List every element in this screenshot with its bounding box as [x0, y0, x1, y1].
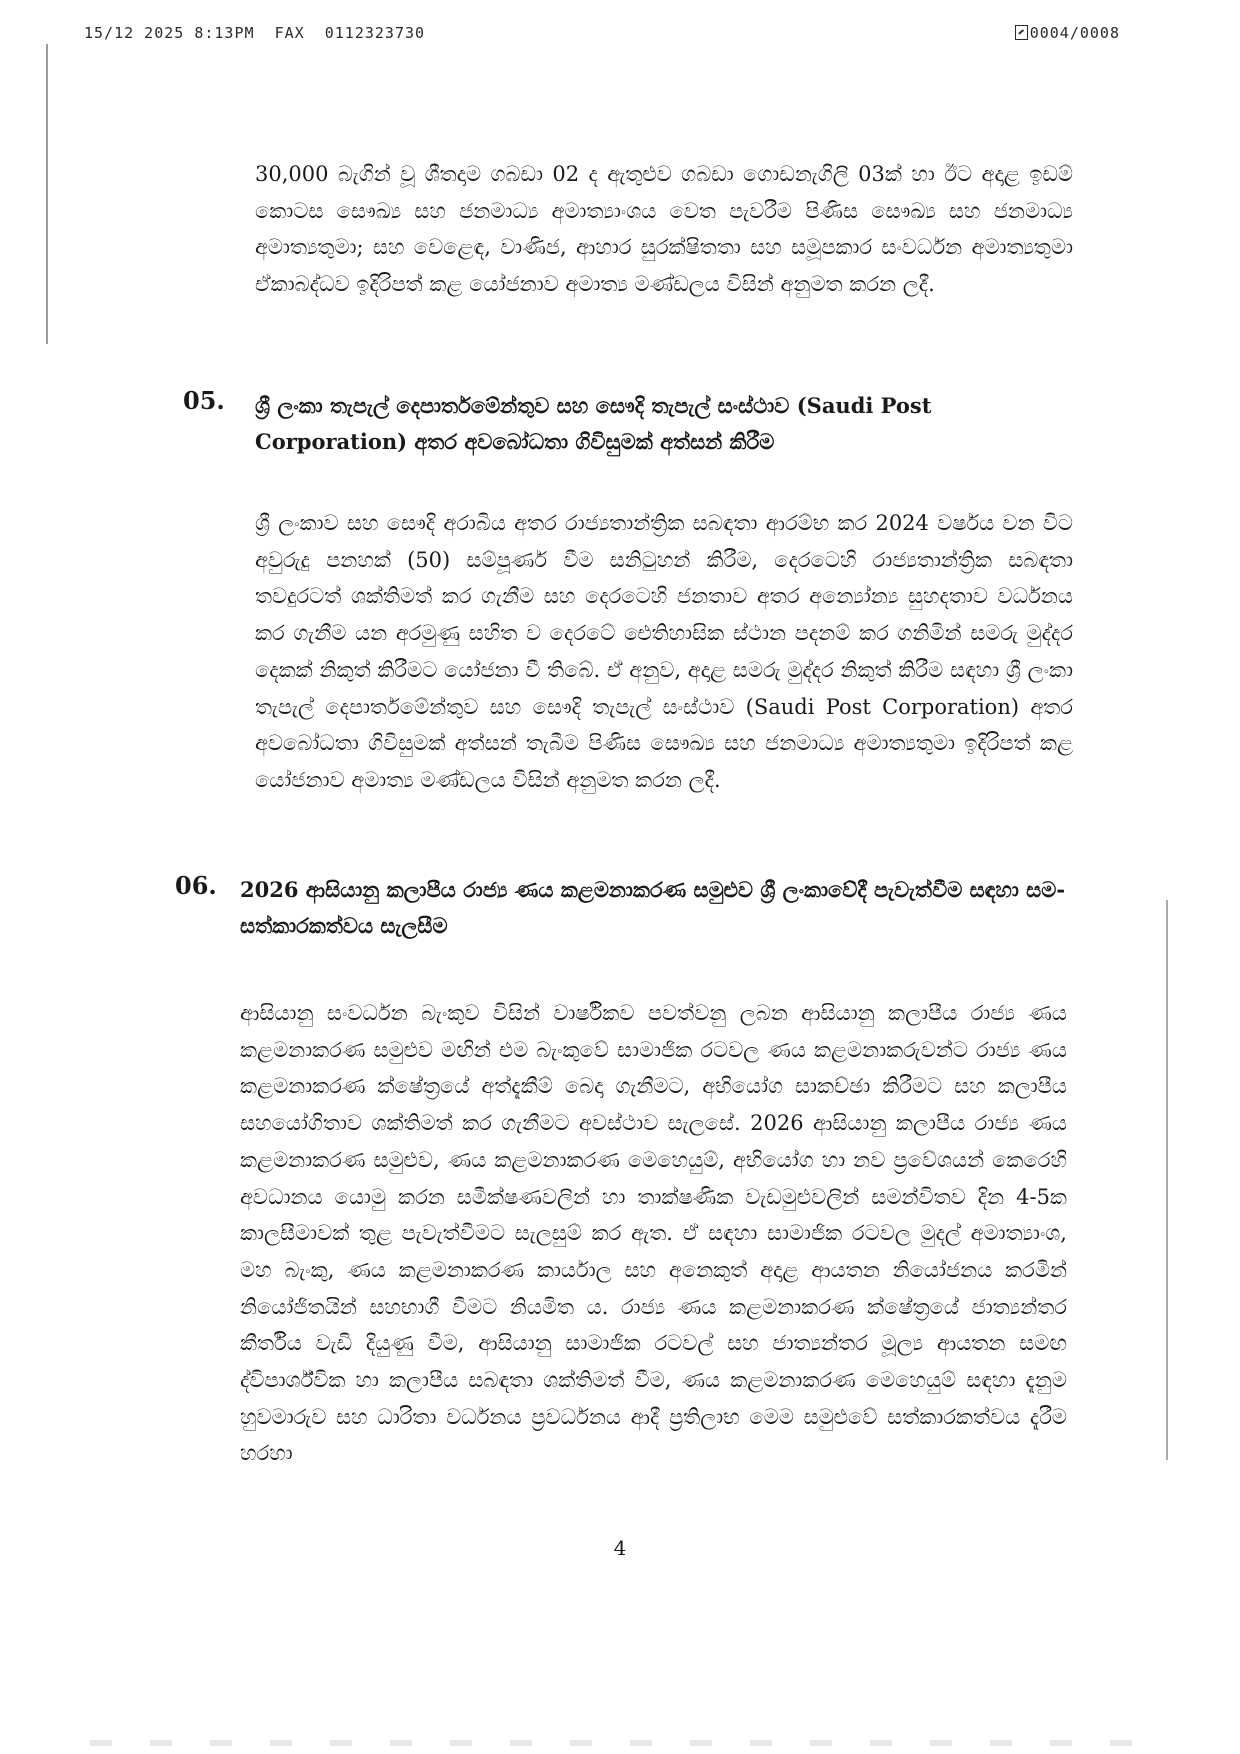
section-title: 2026 ආසියානු කලාපීය රාජ්‍ය ණය කළමනාකරණ සමුළුව ශ්‍රී ලංකාවේදී පැවැත්වීම සඳහා සම-සත්කාරකත්වය සැලසීම	[240, 877, 1066, 938]
scan-artifact-line	[1166, 900, 1168, 1460]
fax-header	[84, 24, 1120, 46]
section-body: ශ්‍රී ලංකාව සහ සෞදි අරාබිය අතර රාජ්‍යතාන්ත්‍රික සබඳතා ආරම්භ කර 2024 වර්ෂය වන විට අවුරුදු පනහක් (50) සම්පූර්ණ වීම සනිටුහන් කිරීම, දෙරටෙහි රාජ්‍යතාන්ත්‍රික සබඳතා තවදුරටත් ශක්තිමත් කර ගැනීම සහ දෙරටෙහි ජනතාව අතර අන්‍යෝන්‍ය සුහදතාව වර්ධනය කර ගැනීම යන අරමුණු සහිත ව දෙරටේ ඓතිහාසික ස්ථාන පදනම් කර ගනිමින් සමරු මුද්දර දෙකක් නිකුත් කිරීමට යෝජනා වී තිබේ. ඒ අනුව, අදාළ සමරු මුද්දර නිකුත් කිරීම සඳහා ශ්‍රී ලංකා තැපැල් දෙපාර්තමේන්තුව සහ සෞදි තැපැල් සංස්ථාව (Saudi Post Corporation) අතර අවබෝධතා ගිවිසුමක් අත්සන් තැබීම පිණිස සෞඛ්‍ය සහ ජනමාධ්‍ය අමාත්‍යතුමා ඉදිරිපත් කළ යෝජනාව අමාත්‍ය මණ්ඩලය විසින් අනුමත කරන ලදී.	[255, 511, 1073, 792]
scan-artifact-smudge	[90, 1740, 1150, 1746]
section-title: ශ්‍රී ලංකා තැපැල් දෙපාර්තමේන්තුව සහ සෞදි තැපැල් සංස්ථාව (Saudi Post Corporation) අතර අවබෝධතා ගිවිසුමක් අත්සන් කිරීම	[255, 393, 932, 454]
fax-transmission-info: 15/12 2025 8:13PM FAX 0112323730	[84, 24, 426, 42]
fax-page-counter	[1015, 24, 1120, 42]
section-body: ආසියානු සංවර්ධන බැංකුව විසින් වාර්ෂිකව පවත්වනු ලබන ආසියානු කලාපීය රාජ්‍ය ණය කළමනාකරණ සමුළුව මඟින් එම බැංකුවේ සාමාජික රටවල ණය කළමනාකරුවන්ට රාජ්‍ය ණය කළමනාකරණ ක්ෂේත්‍රයේ අත්දැකීම් බෙදා ගැනීමට, අභියෝග සාකච්ඡා කිරීමට සහ කලාපීය සහයෝගිතාව ශක්තිමත් කර ගැනීමට අවස්ථාව සැලසේ. 2026 ආසියානු කලාපීය රාජ්‍ය ණය කළමනාකරණ සමුළුව, ණය කළමනාකරණ මෙහෙයුම්, අභියෝග හා නව ප්‍රවේශයන් කෙරෙහි අවධානය යොමු කරන සමීක්ෂණවලින් හා තාක්ෂණික වැඩමුළුවලින් සමන්විතව දින 4-5ක කාලසීමාවක් තුළ පැවැත්වීමට සැලසුම් කර ඇත. ඒ සඳහා සාමාජික රටවල මුදල් අමාත්‍යාංශ, මහ බැංකු, ණය කළමනාකරණ කාර්යාල සහ අනෙකුත් අදාළ ආයතන නියෝජනය කරමින් නියෝජිතයින් සහභාගී වීමට නියමිත ය. රාජ්‍ය ණය කළමනාකරණ ක්ෂේත්‍රයේ ජාත්‍යන්තර කීර්තිය වැඩි දියුණු වීම, ආසියානු සාමාජික රටවල් සහ ජාත්‍යන්තර මූල්‍ය ආයතන සමඟ ද්විපාර්ශ්වික හා කලාපීය සබඳතා ශක්තිමත් වීම, ණය කළමනාකරණ මෙහෙයුම් සඳහා දැනුම හුවමාරුව සහ ධාරිතා වර්ධනය ප්‍රවර්ධනය ආදී ප්‍රතිලාභ මෙම සමුළුවේ සත්කාරකත්වය දැරීම හරහා	[240, 1001, 1067, 1466]
page-number: 4	[613, 1536, 627, 1560]
section-number: 06.	[175, 871, 217, 900]
fax-page-icon	[1015, 25, 1028, 40]
section-number: 05.	[183, 386, 225, 415]
fax-page-count: 0004/0008	[1029, 24, 1120, 42]
scan-artifact-line	[46, 44, 48, 344]
continued-paragraph: 30,000 බැගින් වූ ශීතදාම ගබඩා 02 ද ඇතුළුව ගබඩා ගොඩනැගිලි 03ක් හා ඊට අදාළ ඉඩම් කොටස සෞඛ්‍ය සහ ජනමාධ්‍ය අමාත්‍යාංශය වෙත පැවරීම පිණිස සෞඛ්‍ය සහ ජනමාධ්‍ය අමාත්‍යතුමා; සහ වෙළෙඳ, වාණිජ, ආහාර සුරක්ෂිතතා සහ සමූපකාර සංවර්ධන අමාත්‍යතුමා ඒකාබද්ධව ඉදිරිපත් කළ යෝජනාව අමාත්‍ය මණ්ඩලය විසින් අනුමත කරන ලදී.	[255, 162, 1073, 297]
